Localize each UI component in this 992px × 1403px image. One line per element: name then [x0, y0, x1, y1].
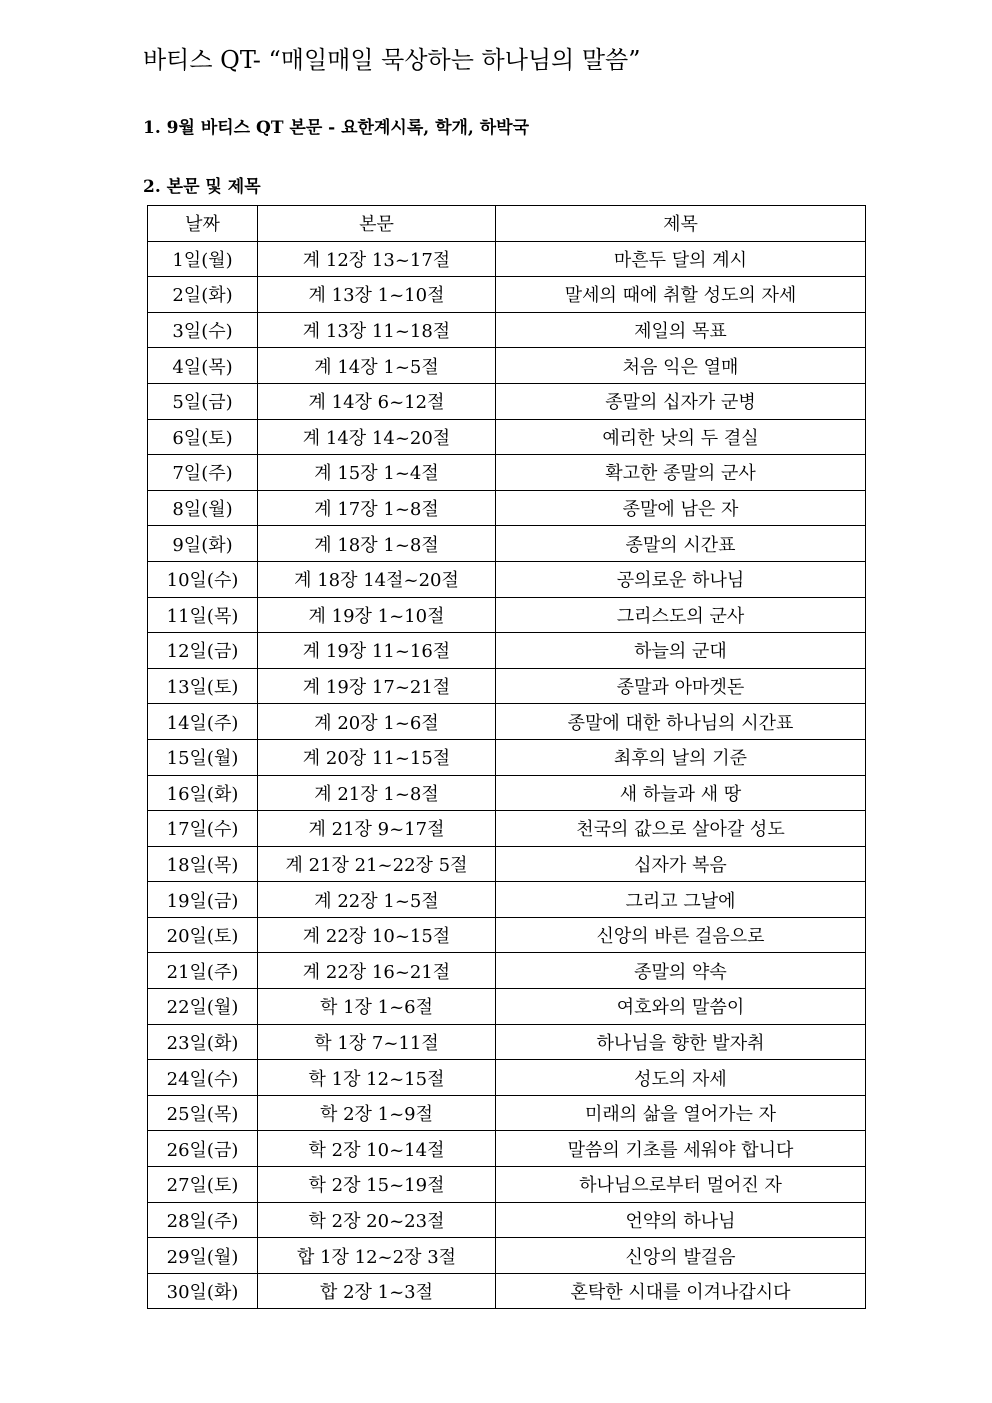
cell-passage: 학 1장 12~15절 [258, 1060, 496, 1096]
cell-date: 12일(금) [148, 633, 258, 669]
cell-passage: 학 2장 10~14절 [258, 1131, 496, 1167]
table-row [148, 882, 866, 918]
cell-title: 하나님으로부터 멀어진 자 [496, 1167, 866, 1203]
header-title: 제목 [496, 206, 866, 242]
cell-title: 최후의 날의 기준 [496, 739, 866, 775]
cell-title: 종말의 십자가 군병 [496, 383, 866, 419]
cell-date: 5일(금) [148, 383, 258, 419]
cell-passage: 합 1장 12~2장 3절 [258, 1238, 496, 1274]
cell-title: 여호와의 말씀이 [496, 989, 866, 1025]
cell-title: 종말에 남은 자 [496, 490, 866, 526]
table-row [148, 597, 866, 633]
cell-passage: 계 19장 11~16절 [258, 633, 496, 669]
table-row [148, 1131, 866, 1167]
section-heading-table: 2. 본문 및 제목 [143, 177, 261, 197]
table-row [148, 455, 866, 491]
cell-date: 15일(월) [148, 739, 258, 775]
cell-passage: 합 2장 1~3절 [258, 1273, 496, 1309]
cell-title: 미래의 삶을 열어가는 자 [496, 1095, 866, 1131]
cell-date: 25일(목) [148, 1095, 258, 1131]
cell-date: 11일(목) [148, 597, 258, 633]
cell-title: 십자가 복음 [496, 846, 866, 882]
cell-date: 18일(목) [148, 846, 258, 882]
cell-passage: 계 20장 1~6절 [258, 704, 496, 740]
table-row [148, 490, 866, 526]
cell-passage: 계 21장 1~8절 [258, 775, 496, 811]
table-row [148, 526, 866, 562]
cell-date: 27일(토) [148, 1167, 258, 1203]
cell-date: 29일(월) [148, 1238, 258, 1274]
cell-passage: 계 19장 17~21절 [258, 668, 496, 704]
table-row [148, 1024, 866, 1060]
cell-title: 신앙의 발걸음 [496, 1238, 866, 1274]
table-row [148, 1167, 866, 1203]
table-row [148, 348, 866, 384]
cell-date: 22일(월) [148, 989, 258, 1025]
cell-passage: 계 22장 1~5절 [258, 882, 496, 918]
cell-date: 2일(화) [148, 277, 258, 313]
cell-date: 7일(주) [148, 455, 258, 491]
cell-passage: 계 18장 1~8절 [258, 526, 496, 562]
table-row [148, 1095, 866, 1131]
cell-title: 언약의 하나님 [496, 1202, 866, 1238]
cell-title: 확고한 종말의 군사 [496, 455, 866, 491]
cell-passage: 계 15장 1~4절 [258, 455, 496, 491]
cell-date: 20일(토) [148, 917, 258, 953]
table-row [148, 704, 866, 740]
table-row [148, 846, 866, 882]
table-row [148, 1202, 866, 1238]
cell-passage: 계 13장 1~10절 [258, 277, 496, 313]
cell-date: 10일(수) [148, 561, 258, 597]
table-row [148, 917, 866, 953]
cell-title: 공의로운 하나님 [496, 561, 866, 597]
cell-date: 28일(주) [148, 1202, 258, 1238]
cell-date: 21일(주) [148, 953, 258, 989]
cell-date: 14일(주) [148, 704, 258, 740]
cell-date: 13일(토) [148, 668, 258, 704]
table-row [148, 811, 866, 847]
table-row [148, 1238, 866, 1274]
qt-schedule-table [147, 205, 866, 1309]
cell-date: 3일(수) [148, 312, 258, 348]
cell-title: 종말에 대한 하나님의 시간표 [496, 704, 866, 740]
cell-passage: 학 1장 1~6절 [258, 989, 496, 1025]
cell-title: 그리고 그날에 [496, 882, 866, 918]
table-row [148, 989, 866, 1025]
table-row [148, 953, 866, 989]
table-header [148, 206, 866, 242]
table-row [148, 668, 866, 704]
table-row [148, 277, 866, 313]
cell-date: 30일(화) [148, 1273, 258, 1309]
cell-title: 하늘의 군대 [496, 633, 866, 669]
table-row [148, 312, 866, 348]
table-body [148, 241, 866, 1309]
cell-title: 그리스도의 군사 [496, 597, 866, 633]
cell-passage: 계 13장 11~18절 [258, 312, 496, 348]
cell-date: 9일(화) [148, 526, 258, 562]
cell-passage: 계 17장 1~8절 [258, 490, 496, 526]
cell-date: 16일(화) [148, 775, 258, 811]
cell-title: 마흔두 달의 계시 [496, 241, 866, 277]
cell-date: 23일(화) [148, 1024, 258, 1060]
table-row [148, 241, 866, 277]
section-heading-passages: 1. 9월 바티스 QT 본문 - 요한계시록, 학개, 하박국 [143, 118, 530, 138]
header-date: 날짜 [148, 206, 258, 242]
table-row [148, 1060, 866, 1096]
cell-title: 예리한 낫의 두 결실 [496, 419, 866, 455]
cell-title: 말씀의 기초를 세워야 합니다 [496, 1131, 866, 1167]
cell-passage: 계 19장 1~10절 [258, 597, 496, 633]
table-row [148, 383, 866, 419]
cell-passage: 학 2장 15~19절 [258, 1167, 496, 1203]
table-row [148, 419, 866, 455]
cell-date: 8일(월) [148, 490, 258, 526]
cell-date: 24일(수) [148, 1060, 258, 1096]
cell-title: 처음 익은 열매 [496, 348, 866, 384]
header-passage: 본문 [258, 206, 496, 242]
cell-passage: 학 2장 1~9절 [258, 1095, 496, 1131]
table-row [148, 775, 866, 811]
cell-passage: 계 22장 16~21절 [258, 953, 496, 989]
cell-passage: 계 12장 13~17절 [258, 241, 496, 277]
cell-date: 26일(금) [148, 1131, 258, 1167]
cell-title: 말세의 때에 취할 성도의 자세 [496, 277, 866, 313]
table-row [148, 633, 866, 669]
cell-title: 새 하늘과 새 땅 [496, 775, 866, 811]
cell-date: 1일(월) [148, 241, 258, 277]
cell-passage: 계 18장 14절~20절 [258, 561, 496, 597]
cell-title: 제일의 목표 [496, 312, 866, 348]
cell-passage: 학 2장 20~23절 [258, 1202, 496, 1238]
cell-date: 6일(토) [148, 419, 258, 455]
cell-title: 하나님을 향한 발자취 [496, 1024, 866, 1060]
table-row [148, 739, 866, 775]
cell-title: 성도의 자세 [496, 1060, 866, 1096]
cell-date: 17일(수) [148, 811, 258, 847]
cell-passage: 계 14장 1~5절 [258, 348, 496, 384]
cell-date: 4일(목) [148, 348, 258, 384]
cell-passage: 계 14장 6~12절 [258, 383, 496, 419]
cell-passage: 계 14장 14~20절 [258, 419, 496, 455]
cell-passage: 학 1장 7~11절 [258, 1024, 496, 1060]
cell-title: 신앙의 바른 걸음으로 [496, 917, 866, 953]
table-row [148, 1273, 866, 1309]
cell-passage: 계 21장 9~17절 [258, 811, 496, 847]
cell-title: 종말의 약속 [496, 953, 866, 989]
cell-title: 종말과 아마겟돈 [496, 668, 866, 704]
cell-passage: 계 21장 21~22장 5절 [258, 846, 496, 882]
table-row [148, 561, 866, 597]
document-title: 바티스 QT- “매일매일 묵상하는 하나님의 말씀” [143, 46, 641, 74]
cell-date: 19일(금) [148, 882, 258, 918]
cell-title: 천국의 값으로 살아갈 성도 [496, 811, 866, 847]
table-header-row [148, 206, 866, 242]
cell-passage: 계 22장 10~15절 [258, 917, 496, 953]
cell-passage: 계 20장 11~15절 [258, 739, 496, 775]
cell-title: 종말의 시간표 [496, 526, 866, 562]
cell-title: 혼탁한 시대를 이겨나갑시다 [496, 1273, 866, 1309]
